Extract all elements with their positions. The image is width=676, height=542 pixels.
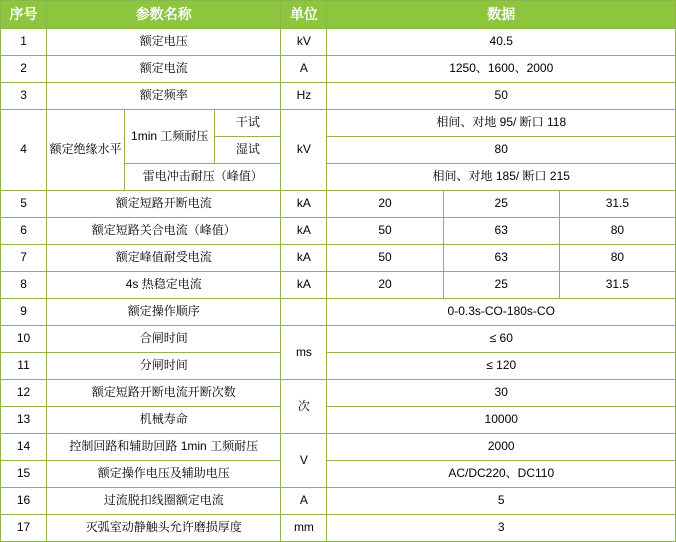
- row-data: 3: [327, 515, 676, 542]
- row-name: 4s 热稳定电流: [47, 272, 281, 299]
- row-name: 额定电流: [47, 56, 281, 83]
- table-row: [1, 110, 676, 137]
- header-cell-unit: 单位: [281, 1, 327, 29]
- row-name: 控制回路和辅助回路 1min 工频耐压: [47, 434, 281, 461]
- row-value-1: 20: [327, 272, 443, 299]
- lightning-impulse-label: 雷电冲击耐压（峰值）: [125, 164, 281, 191]
- table-row: [1, 488, 676, 515]
- row-no: 9: [1, 299, 47, 326]
- row-name: 额定峰值耐受电流: [47, 245, 281, 272]
- row-no: 15: [1, 461, 47, 488]
- row-data: 40.5: [327, 29, 676, 56]
- row-unit: [281, 299, 327, 326]
- row-data: 10000: [327, 407, 676, 434]
- row-unit: kV: [281, 110, 327, 191]
- table-row: [1, 380, 676, 407]
- row-no: 6: [1, 218, 47, 245]
- header-cell-no: 序号: [1, 1, 47, 29]
- row-data: 50: [327, 83, 676, 110]
- row-unit: A: [281, 488, 327, 515]
- row-name: 额定电压: [47, 29, 281, 56]
- row-data: AC/DC220、DC110: [327, 461, 676, 488]
- row-name: 灭弧室动静触头允许磨损厚度: [47, 515, 281, 542]
- row-unit: mm: [281, 515, 327, 542]
- row-data: 80: [327, 137, 676, 164]
- row-unit: V: [281, 434, 327, 488]
- table-row: [1, 191, 676, 218]
- row-no: 13: [1, 407, 47, 434]
- test-mode-dry: 干试: [215, 110, 281, 137]
- table-row: [1, 83, 676, 110]
- row-no: 1: [1, 29, 47, 56]
- row-unit: ms: [281, 326, 327, 380]
- table-row: [1, 326, 676, 353]
- table-row: [1, 56, 676, 83]
- row-unit: A: [281, 56, 327, 83]
- header-cell-data: 数据: [327, 1, 676, 29]
- row-data: 相间、对地 95/ 断口 118: [327, 110, 676, 137]
- row-value-2: 63: [443, 218, 559, 245]
- row-value-2: 25: [443, 191, 559, 218]
- row-no: 16: [1, 488, 47, 515]
- row-data: 1250、1600、2000: [327, 56, 676, 83]
- insulation-group-label: 额定绝缘水平: [47, 110, 125, 191]
- row-value-2: 25: [443, 272, 559, 299]
- table-row: [1, 245, 676, 272]
- row-name: 额定短路关合电流（峰值）: [47, 218, 281, 245]
- row-data: 相间、对地 185/ 断口 215: [327, 164, 676, 191]
- table-row: [1, 515, 676, 542]
- row-unit: kA: [281, 191, 327, 218]
- row-no: 10: [1, 326, 47, 353]
- row-value-2: 63: [443, 245, 559, 272]
- row-no: 5: [1, 191, 47, 218]
- row-name: 过流脱扣线圈额定电流: [47, 488, 281, 515]
- table-row: [1, 218, 676, 245]
- row-name: 额定短路开断电流: [47, 191, 281, 218]
- table-row: [1, 353, 676, 380]
- row-no: 11: [1, 353, 47, 380]
- row-unit: Hz: [281, 83, 327, 110]
- table-row: [1, 407, 676, 434]
- row-data: 0-0.3s-CO-180s-CO: [327, 299, 676, 326]
- table-row: [1, 299, 676, 326]
- row-no: 17: [1, 515, 47, 542]
- row-no: 8: [1, 272, 47, 299]
- table-header-row: [1, 1, 676, 29]
- row-no: 14: [1, 434, 47, 461]
- power-frequency-label: 1min 工频耐压: [125, 110, 215, 164]
- row-no: 7: [1, 245, 47, 272]
- row-value-1: 50: [327, 245, 443, 272]
- row-name: 分闸时间: [47, 353, 281, 380]
- test-mode-wet: 湿试: [215, 137, 281, 164]
- header-cell-name: 参数名称: [47, 1, 281, 29]
- table-row: [1, 29, 676, 56]
- row-unit: kA: [281, 218, 327, 245]
- table-row: [1, 434, 676, 461]
- row-no: 4: [1, 110, 47, 191]
- row-unit: kA: [281, 245, 327, 272]
- row-value-1: 20: [327, 191, 443, 218]
- row-value-3: 31.5: [559, 191, 675, 218]
- table-row: [1, 461, 676, 488]
- table-row: [1, 272, 676, 299]
- row-value-3: 80: [559, 245, 675, 272]
- row-unit: kV: [281, 29, 327, 56]
- row-data: ≤ 120: [327, 353, 676, 380]
- row-data: 2000: [327, 434, 676, 461]
- row-unit: kA: [281, 272, 327, 299]
- row-no: 3: [1, 83, 47, 110]
- row-data: 5: [327, 488, 676, 515]
- row-name: 机械寿命: [47, 407, 281, 434]
- row-name: 合闸时间: [47, 326, 281, 353]
- row-no: 12: [1, 380, 47, 407]
- row-name: 额定操作电压及辅助电压: [47, 461, 281, 488]
- row-data: 30: [327, 380, 676, 407]
- row-name: 额定短路开断电流开断次数: [47, 380, 281, 407]
- row-no: 2: [1, 56, 47, 83]
- row-name: 额定操作顺序: [47, 299, 281, 326]
- row-value-3: 80: [559, 218, 675, 245]
- row-unit: 次: [281, 380, 327, 434]
- row-value-1: 50: [327, 218, 443, 245]
- row-name: 额定频率: [47, 83, 281, 110]
- row-data: ≤ 60: [327, 326, 676, 353]
- row-value-3: 31.5: [559, 272, 675, 299]
